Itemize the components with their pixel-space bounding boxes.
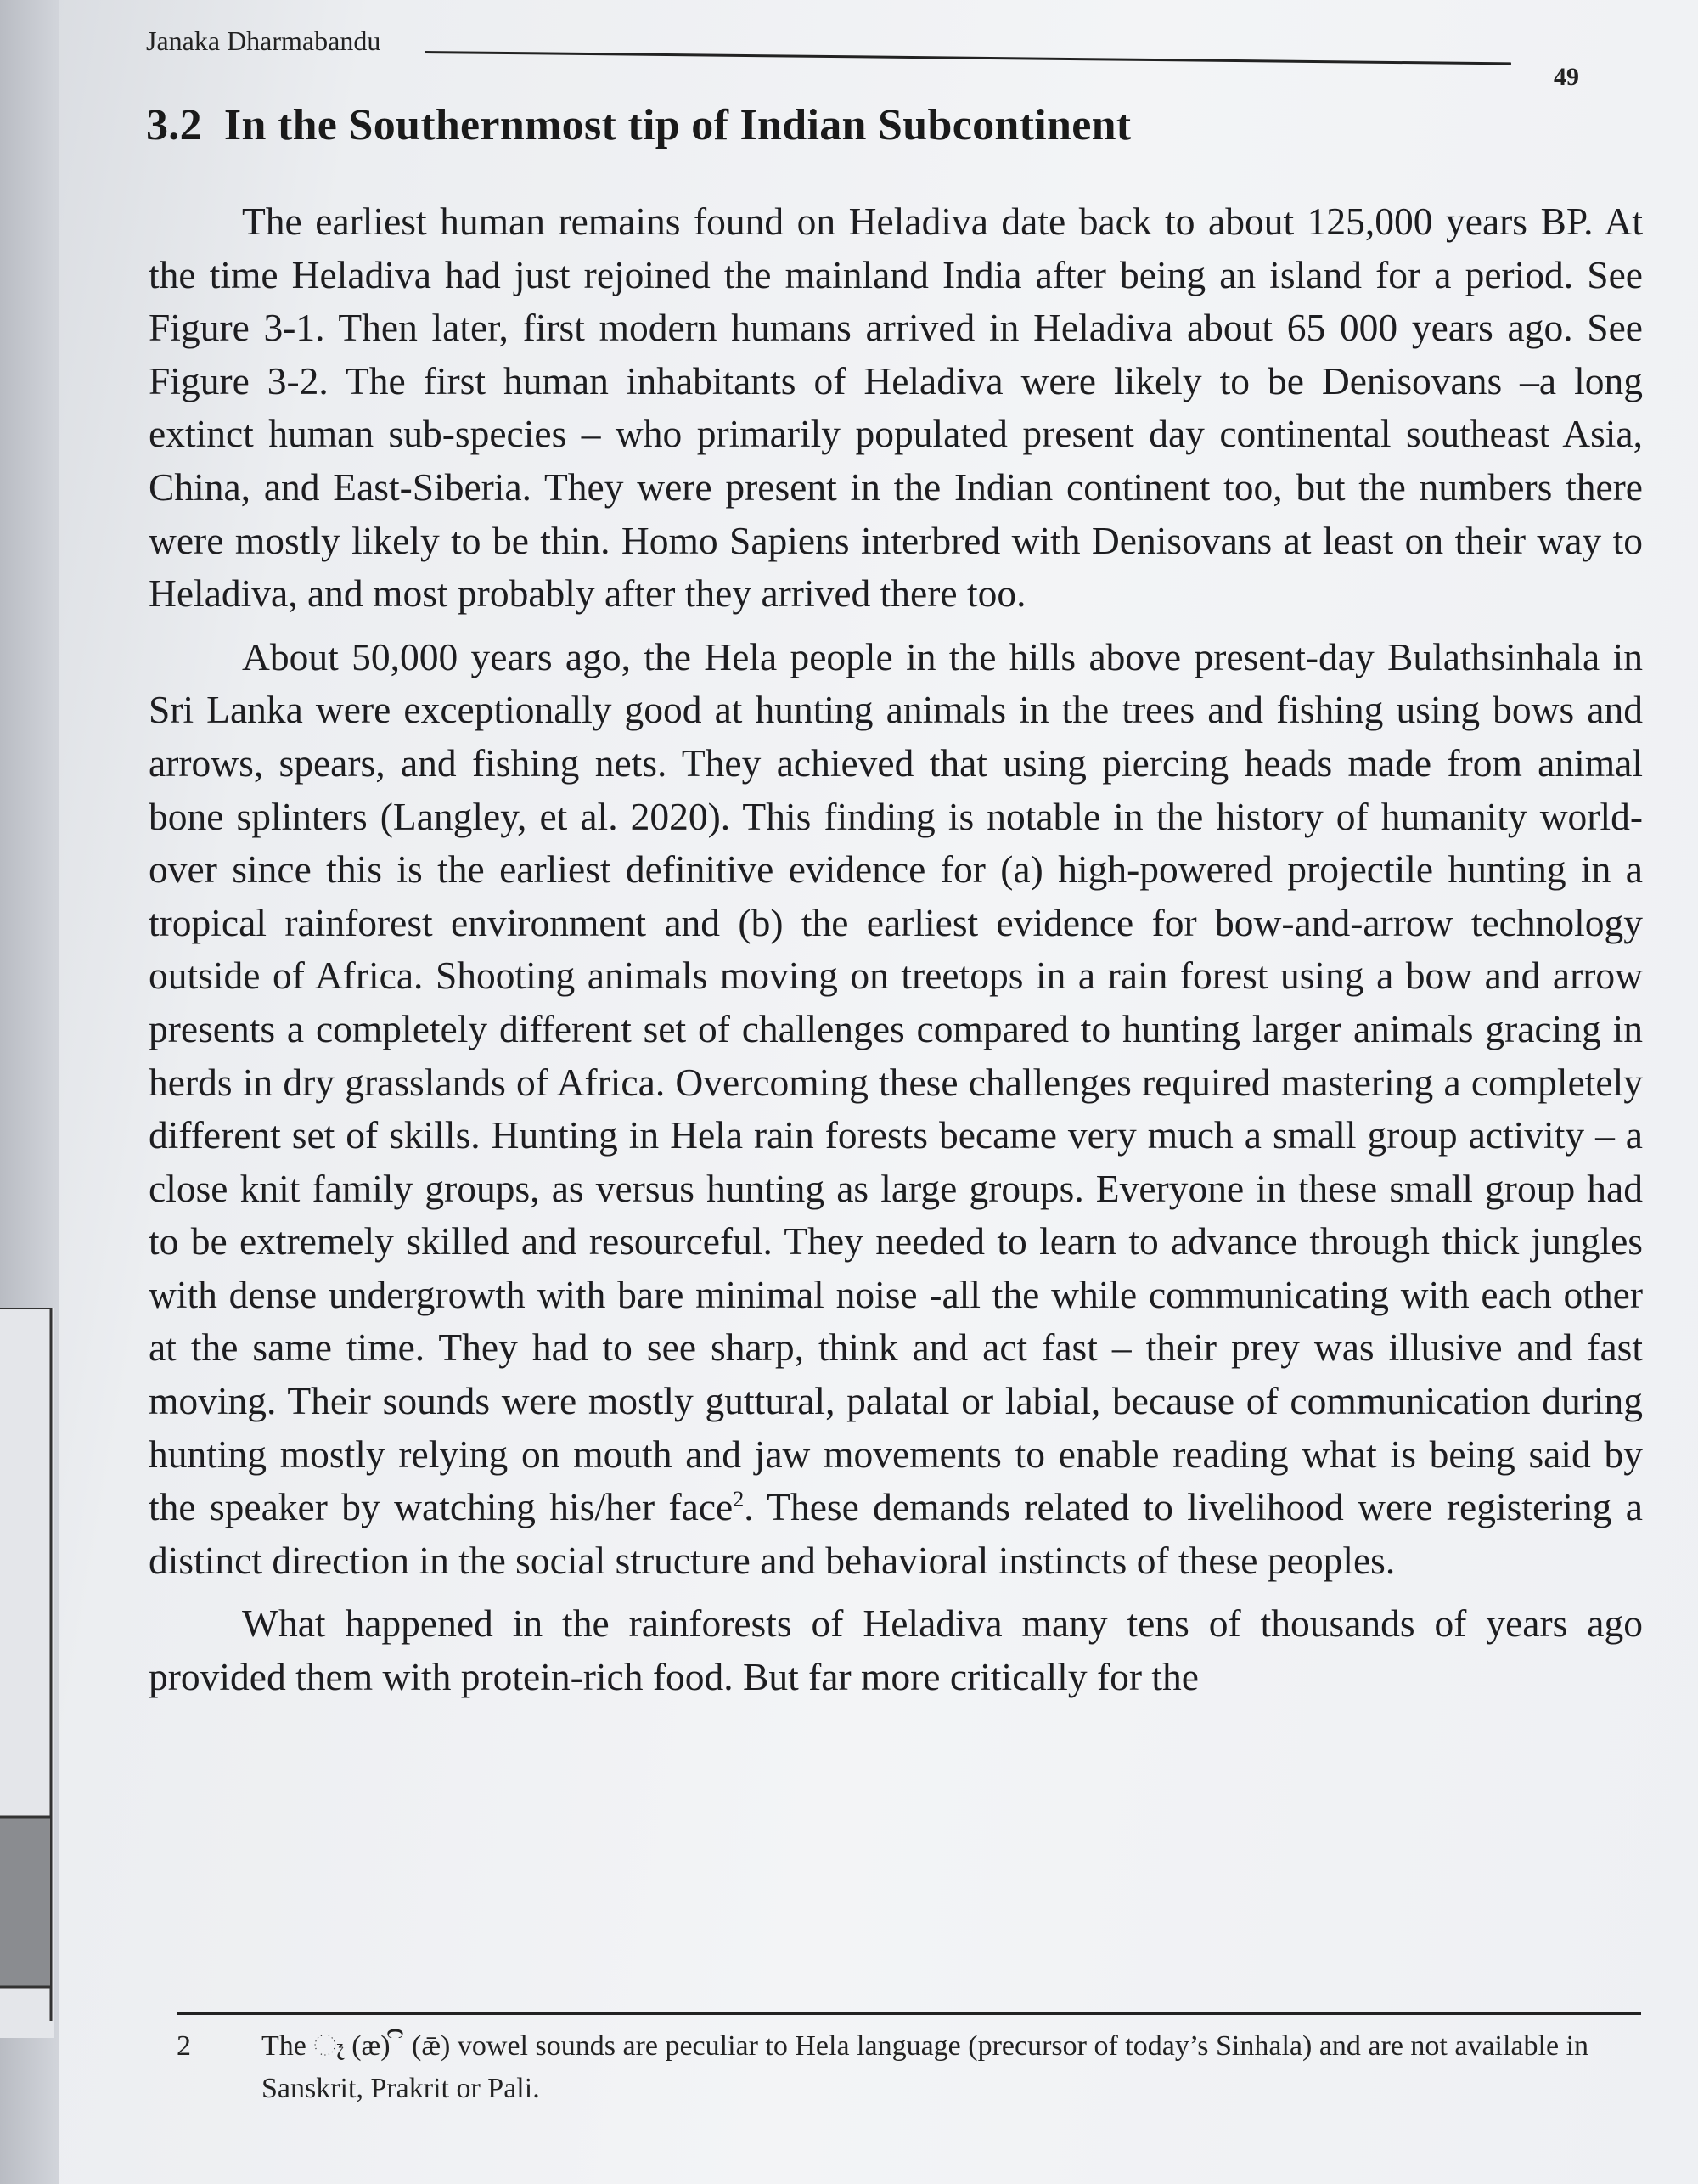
footnote-rule bbox=[177, 2012, 1641, 2015]
footnote-text: The ෑ (æ) ි (ǣ) vowel sounds are peculiar to Hela language (precursor of today’s Sinhala) and are not available in Sanskrit, Prakrit or Pali. bbox=[261, 2030, 1589, 2104]
section-title-text: In the Southernmost tip of Indian Subcontinent bbox=[223, 101, 1132, 149]
paragraph-1: The earliest human remains found on Heladiva date back to about 125,000 years BP. At the time Heladiva had just rejoined the mainland India after being an island for a period. See Figure 3-1. Then later, first modern humans arrived in Heladiva about 65 000 years ago. See Figure 3-2. The first human inhabitants of Heladiva were likely to be Denisovans –a long extinct human sub-species – who primarily populated present day continental southeast Asia, China, and East-Siberia. They were present in the Indian continent too, but the numbers there were mostly likely to be thin. Homo Sapiens interbred with Denisovans at least on their way to Heladiva, and most probably after they arrived there too. bbox=[149, 200, 1643, 616]
running-head-author: Janaka Dharmabandu bbox=[146, 25, 381, 56]
paragraph-2 bbox=[149, 631, 1643, 1588]
paragraph-2-text: About 50,000 years ago, the Hela people in the hills above present-day Bulathsinhala in Sri Lanka were exceptionally good at hunting animals in the trees and fishing using bows and arrows, spears, and fishing nets. They achieved that using piercing heads made from animal bone splinters (Langley, et al. 2020). This finding is notable in the history of humanity world-over since this is the earliest definitive evidence for (a) high-powered projectile hunting in a tropical rainforest environment and (b) the earliest evidence for bow-and-arrow technology outside of Africa. Shooting animals moving on treetops in a rain forest using a bow and arrow presents a completely different set of challenges compared to hunting larger animals gracing in herds in dry grasslands of Africa. Overcoming these challenges required mastering a completely different set of skills. Hunting in Hela rain forests became very much a small group activity – a close knit family groups, as versus hunting as large groups. Everyone in these small group had to be extremely skilled and resourceful. They needed to learn to advance through thick jungles with dense undergrowth with bare minimal noise -all the while communicating with each other at the same time. They had to see sharp, think and act fast – their prey was illusive and fast moving. Their sounds were mostly guttural, palatal or labial, because of communication during hunting mostly relying on mouth and jaw movements to enable reading what is being said by the speaker by watching his/her face bbox=[149, 634, 1643, 1529]
footnote-reference: 2 bbox=[733, 1487, 745, 1512]
header-rule bbox=[424, 51, 1511, 65]
adjacent-page-figure-edge bbox=[0, 1308, 56, 2038]
section-heading bbox=[146, 100, 1131, 150]
paragraph-2-text-end: . These demands related to livelihood were registering a distinct direction in the social structure and behavioral instincts of these peoples. bbox=[149, 1485, 1643, 1582]
section-number: 3.2 bbox=[146, 101, 202, 149]
footnote-number: 2 bbox=[177, 2030, 191, 2062]
book-page bbox=[51, 0, 1698, 2184]
page-number: 49 bbox=[1554, 63, 1579, 91]
paragraph-3: What happened in the rainforests of Heladiva many tens of thousands of years ago provided them with protein-rich food. But far more critically for the bbox=[149, 1601, 1643, 1699]
body-text bbox=[149, 195, 1643, 1714]
